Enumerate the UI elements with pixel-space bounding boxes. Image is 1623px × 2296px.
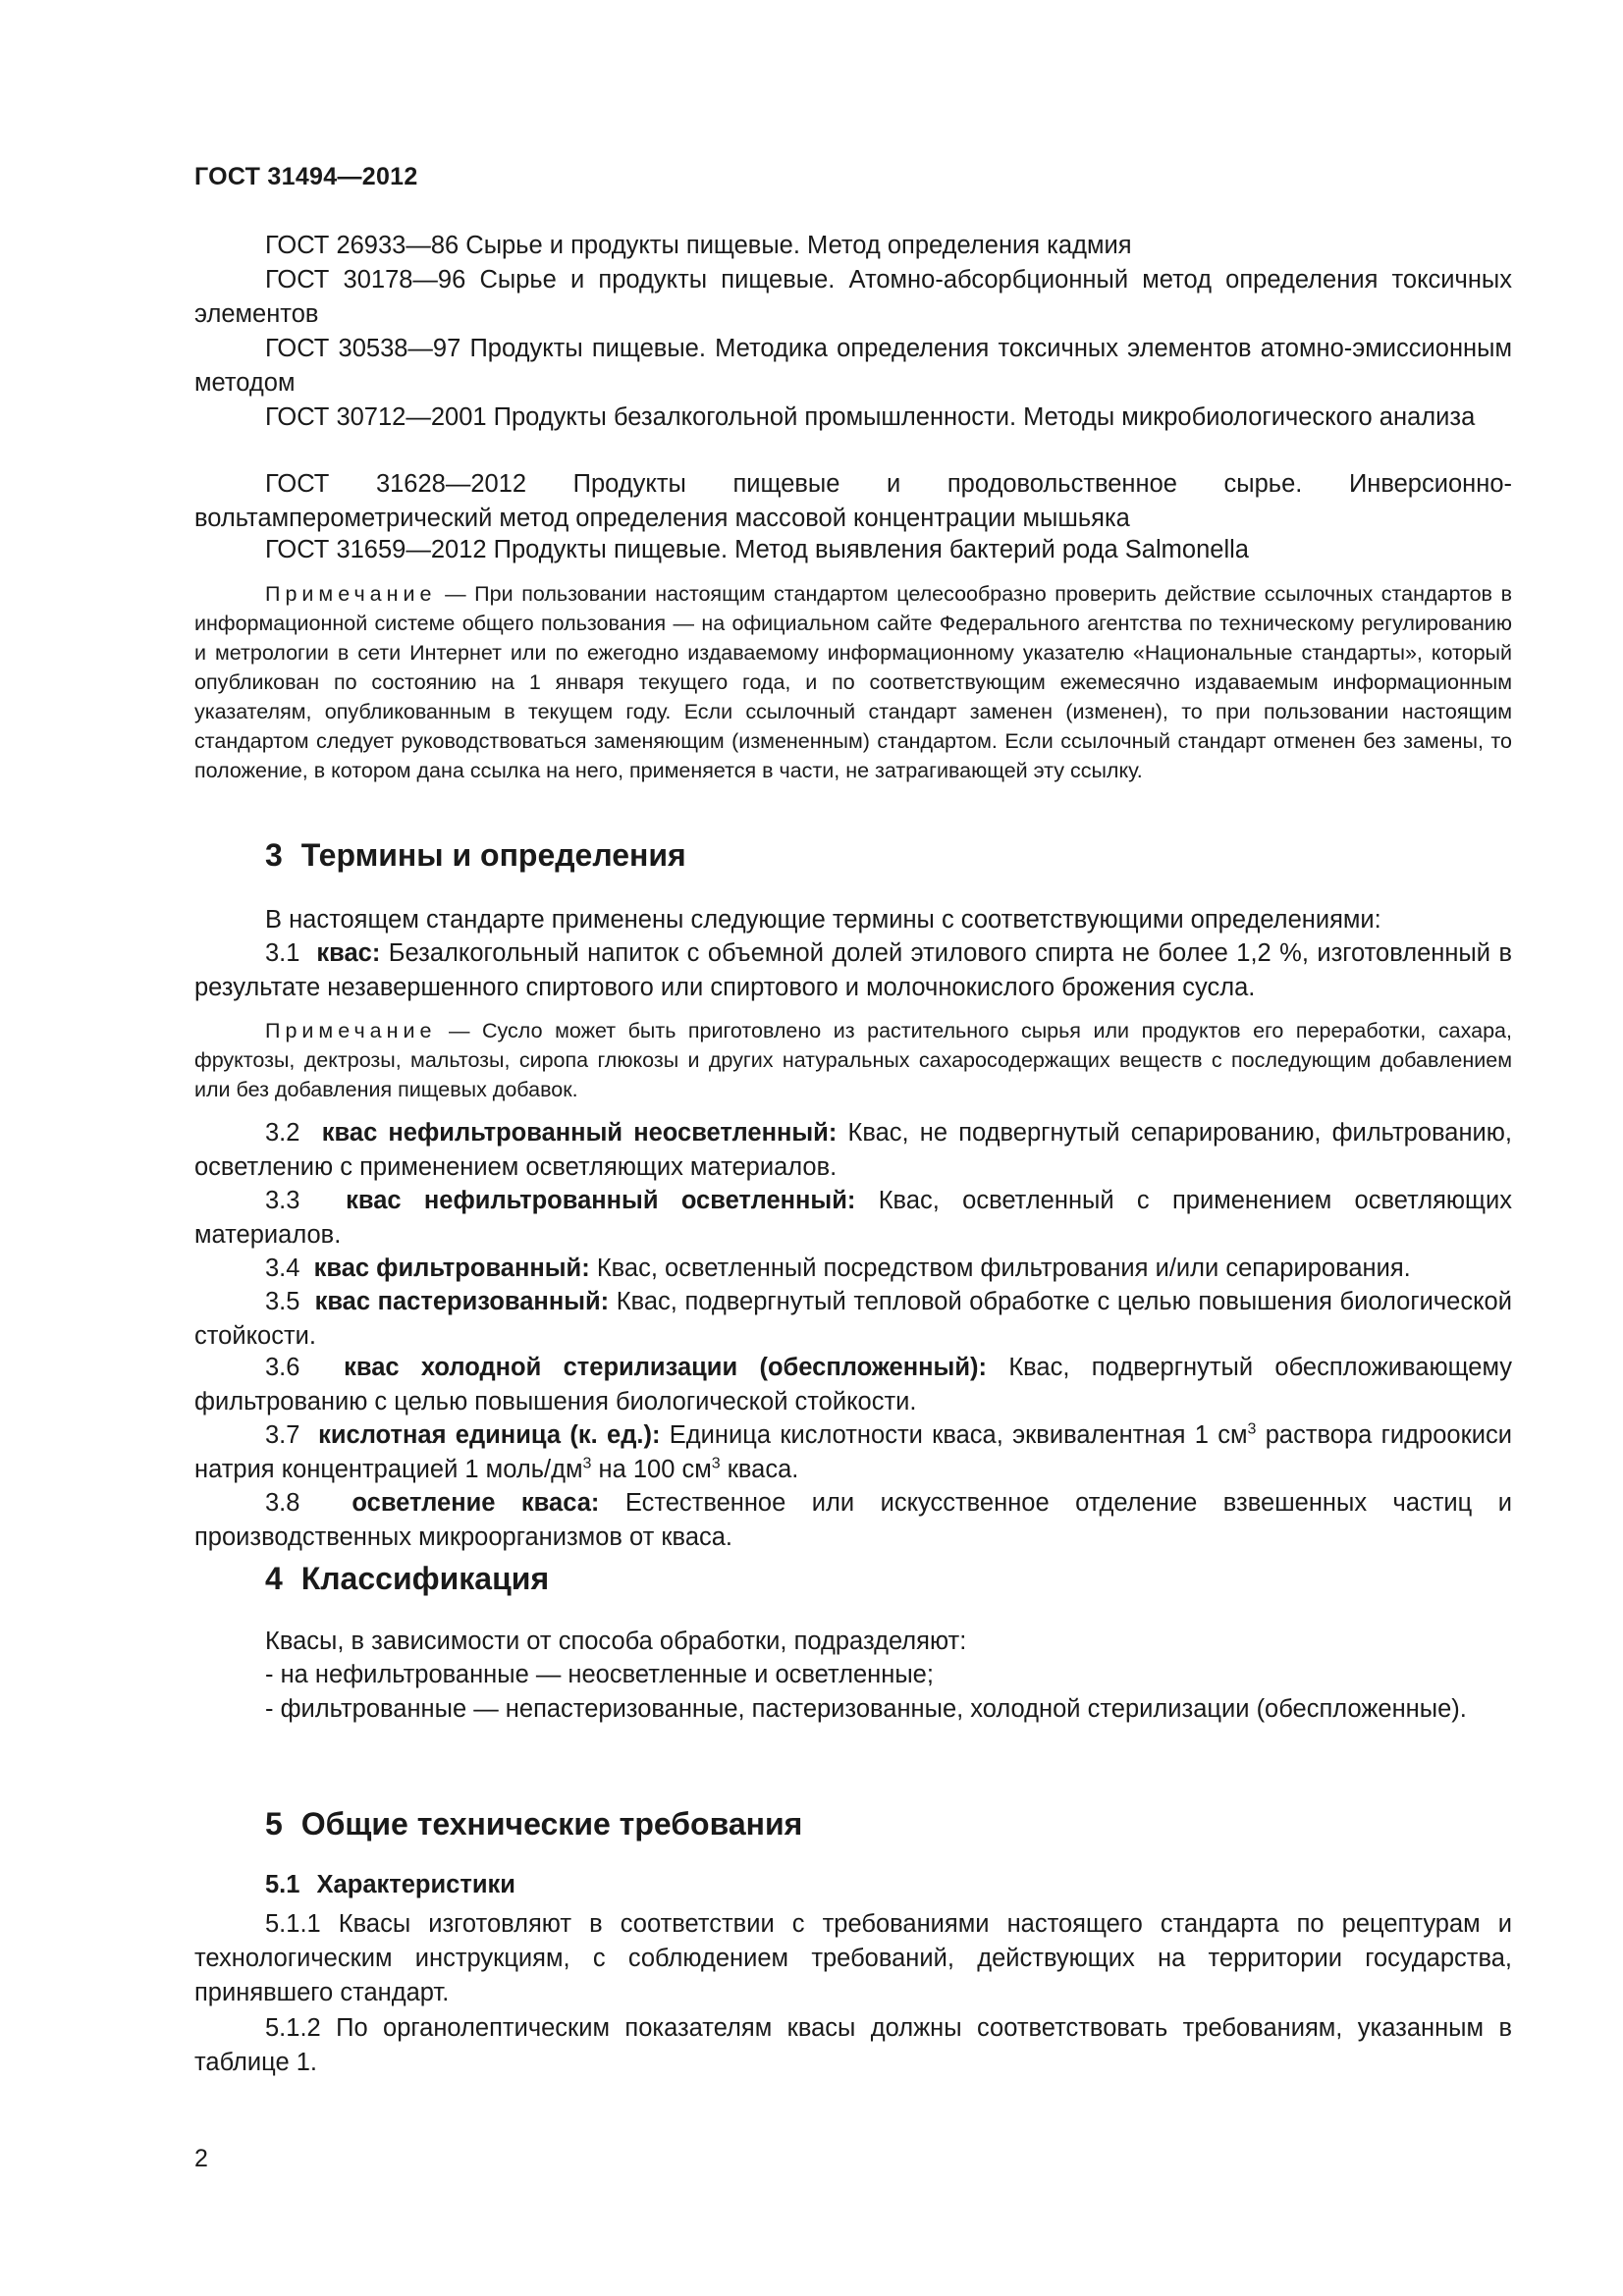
term-number: 3.4 — [265, 1255, 300, 1282]
term-3-4 — [194, 1252, 1512, 1286]
term-definition: Естественное или искусственное отделение взвешенных частиц и производственных микроорганизмов от кваса. — [194, 1489, 1512, 1551]
term-definition: Квас, осветленный с применением осветляющих материалов. — [194, 1187, 1512, 1249]
document-header-id: ГОСТ 31494—2012 — [194, 163, 418, 190]
term-name: квас: — [316, 939, 381, 967]
term-name: квас фильтрованный: — [313, 1255, 590, 1282]
section-title: Термины и определения — [300, 837, 686, 873]
section-4-intro: Квасы, в зависимости от способа обработки, подразделяют: — [265, 1628, 967, 1655]
paragraph-5-1-2: 5.1.2 По органолептическим показателям квасы должны соответствовать требованиям, указанным в таблице 1. — [194, 2014, 1512, 2076]
term-3-1 — [194, 936, 1512, 1005]
term-3-2 — [194, 1116, 1512, 1185]
section-title: Общие технические требования — [300, 1806, 803, 1842]
note-text: — Сусло может быть приготовлено из растительного сырья или продуктов его переработки, сахара, фруктозы, дектрозы, мальтозы, сиропа глюкозы и других натуральных сахаросодержащих веществ с последующим добавлением или без добавления пищевых добавок. — [194, 1019, 1512, 1101]
term-number: 3.8 — [265, 1489, 300, 1517]
section-title: Классификация — [300, 1561, 550, 1596]
term-number: 3.1 — [265, 939, 300, 967]
section-5-heading — [265, 1806, 802, 1842]
note-label: Примечание — [265, 1019, 437, 1042]
paragraph-5-1-1: 5.1.1 Квасы изготовляют в соответствии с требованиями настоящего стандарта по рецептурам и технологическим инструкциям, с соблюдением требований, действующих на территории государства, принявшего стандарт. — [194, 1910, 1512, 2006]
term-number: 3.2 — [265, 1119, 300, 1147]
term-number: 3.6 — [265, 1354, 300, 1381]
term-definition: Единица кислотности кваса, эквивалентная 1 см — [669, 1421, 1248, 1449]
term-number: 3.3 — [265, 1187, 300, 1214]
term-name: квас холодной стерилизации (обеспложенный): — [344, 1354, 987, 1381]
term-definition: раствора гидроокиси натрия концентрацией 1 моль/дм — [194, 1421, 1512, 1483]
term-number: 3.5 — [265, 1288, 300, 1315]
references-note — [194, 579, 1512, 785]
term-3-8 — [194, 1486, 1512, 1555]
reference-item: ГОСТ 30538—97 Продукты пищевые. Методика определения токсичных элементов атомно-эмиссионным методом — [194, 335, 1512, 397]
term-name: кислотная единица (к. ед.): — [318, 1421, 661, 1449]
term-note — [194, 1016, 1512, 1104]
section-number: 3 — [265, 837, 283, 873]
term-definition: на 100 см — [598, 1456, 712, 1483]
section-number: 5 — [265, 1806, 283, 1842]
subsection-5-1-heading — [265, 1871, 515, 1899]
reference-item: ГОСТ 30178—96 Сырье и продукты пищевые. Атомно-абсорбционный метод определения токсичных элементов — [194, 266, 1512, 328]
reference-item: ГОСТ 31628—2012 Продукты пищевые и продовольственное сырье. Инверсионно-вольтамперометрический метод определения массовой концентрации мышьяка — [194, 470, 1512, 532]
section-number: 4 — [265, 1561, 283, 1596]
reference-item: ГОСТ 31659—2012 Продукты пищевые. Метод выявления бактерий рода Salmonella — [265, 536, 1249, 563]
reference-item: ГОСТ 30712—2001 Продукты безалкогольной промышленности. Методы микробиологического анализа — [265, 403, 1476, 431]
term-definition: Безалкогольный напиток с объемной долей этилового спирта не более 1,2 %, изготовленный в результате незавершенного спиртового или спиртового и молочнокислого брожения сусла. — [194, 939, 1512, 1001]
list-item: - на нефильтрованные — неосветленные и осветленные; — [265, 1661, 934, 1688]
term-3-3 — [194, 1184, 1512, 1253]
section-3-heading — [265, 837, 686, 874]
reference-item: ГОСТ 26933—86 Сырье и продукты пищевые. Метод определения кадмия — [265, 232, 1132, 259]
note-label: Примечание — [265, 582, 437, 606]
section-3-intro: В настоящем стандарте применены следующие термины с соответствующими определениями: — [265, 906, 1381, 934]
subsection-number: 5.1 — [265, 1871, 300, 1898]
term-name: квас нефильтрованный неосветленный: — [321, 1119, 838, 1147]
term-name: квас пастеризованный: — [314, 1288, 610, 1315]
superscript: 3 — [1247, 1420, 1257, 1438]
term-definition: Квас, не подвергнутый сепарированию, фильтрованию, осветлению с применением осветляющих материалов. — [194, 1119, 1512, 1181]
superscript: 3 — [582, 1455, 592, 1472]
term-3-6 — [194, 1351, 1512, 1419]
term-name: квас нефильтрованный осветленный: — [346, 1187, 856, 1214]
page-number: 2 — [194, 2145, 208, 2172]
section-4-heading — [265, 1561, 549, 1597]
term-name: осветление кваса: — [352, 1489, 600, 1517]
superscript: 3 — [711, 1455, 721, 1472]
note-text: — При пользовании настоящим стандартом целесообразно проверить действие ссылочных стандартов в информационной системе общего пользования — на официальном сайте Федерального агентства по техническому регулированию и метрологии в сети Интернет или по ежегодно издаваемому информационному указателю «Национальные стандарты», который опубликован по состоянию на 1 января текущего года, и по соответствующим ежемесячно издаваемым информационным указателям, опубликованным в текущем году. Если ссылочный стандарт заменен (изменен), то при пользовании настоящим стандартом следует руководствоваться заменяющим (измененным) стандартом. Если ссылочный стандарт отменен без замены, то положение, в котором дана ссылка на него, применяется в части, не затрагивающей эту ссылку. — [194, 582, 1512, 782]
term-number: 3.7 — [265, 1421, 300, 1449]
term-definition: Квас, осветленный посредством фильтрования и/или сепарирования. — [596, 1255, 1411, 1282]
term-3-7 — [194, 1418, 1512, 1487]
term-3-5 — [194, 1285, 1512, 1354]
term-definition: Квас, подвергнутый обеспложивающему фильтрованию с целью повышения биологической стойкости. — [194, 1354, 1513, 1415]
term-definition: Квас, подвергнутый тепловой обработке с целью повышения биологической стойкости. — [194, 1288, 1512, 1350]
term-definition: кваса. — [727, 1456, 799, 1483]
list-item: - фильтрованные — непастеризованные, пастеризованные, холодной стерилизации (обеспложенные). — [265, 1695, 1467, 1723]
subsection-title: Характеристики — [316, 1871, 515, 1898]
